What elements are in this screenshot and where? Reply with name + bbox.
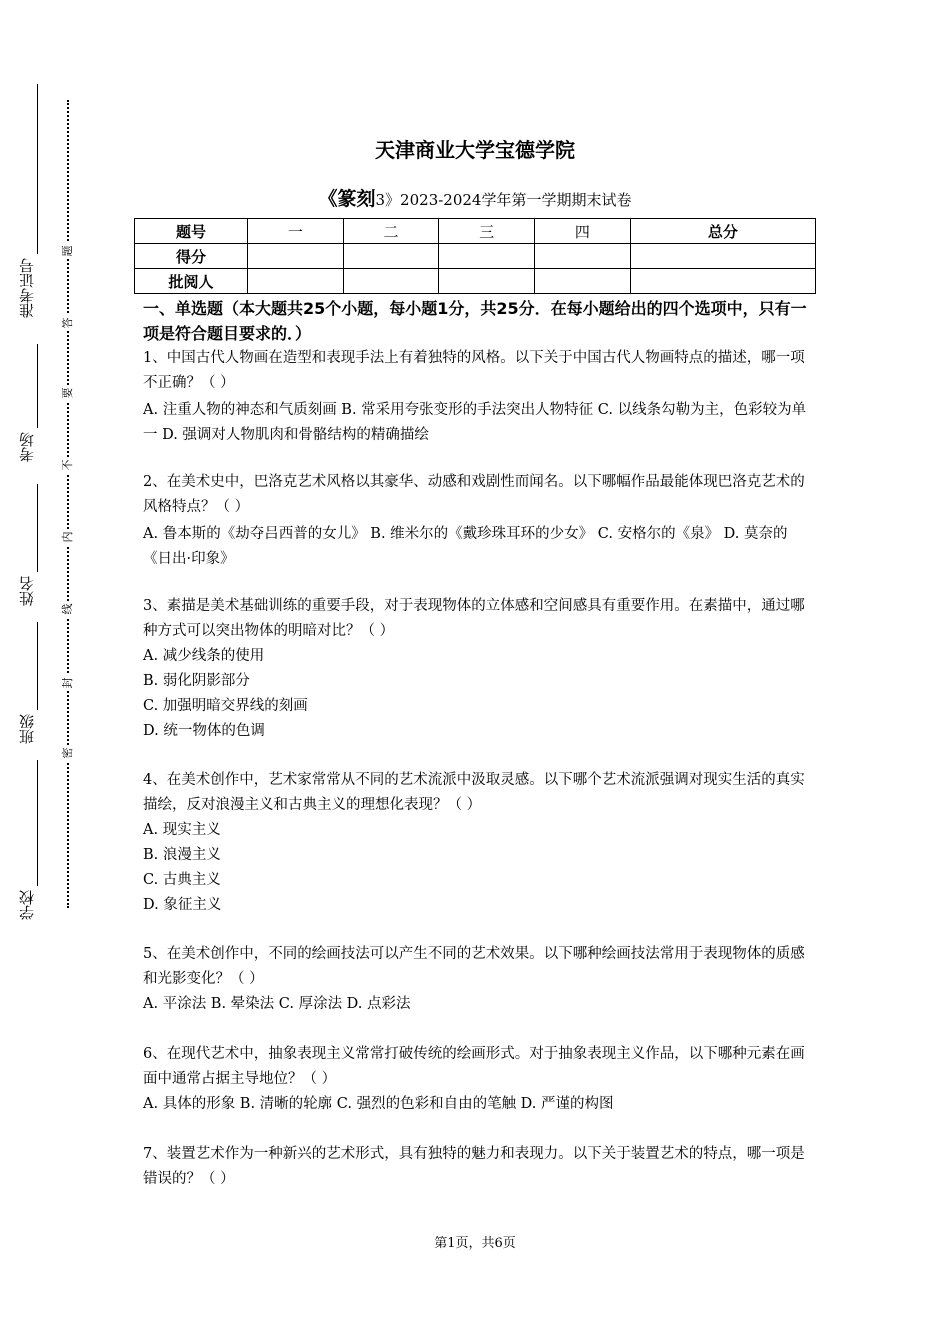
question-stem: 7、装置艺术作为一种新兴的艺术形式，具有独特的魅力和表现力。以下关于装置艺术的特点，哪一项是错误的？（ ） [143, 1146, 805, 1187]
seal-char: 题 [61, 243, 75, 259]
score-row-label: 得分 [135, 244, 248, 269]
question-stem: 2、在美术史中，巴洛克艺术风格以其豪华、动感和戏剧性而闻名。以下哪幅作品最能体现巴洛克艺术的风格特点？（ ） [143, 474, 805, 515]
section-title: 一、单选题（本大题共25个小题，每小题1分，共25分．在每小题给出的四个选项中，只有一项是符合题目要求的．） [143, 299, 807, 343]
question-4 [143, 768, 815, 918]
question-option: B. 浪漫主义 [143, 847, 221, 863]
score-header-cell: 总分 [630, 219, 815, 244]
question-7 [143, 1142, 815, 1192]
seal-char: 密 [61, 745, 75, 761]
school-title: 天津商业大学宝德学院 [375, 138, 575, 162]
score-header-cell: 三 [439, 219, 535, 244]
score-cell[interactable] [630, 244, 815, 269]
seal-char: 不 [61, 457, 75, 473]
seal-char: 线 [61, 601, 75, 617]
score-header-row [135, 219, 816, 244]
question-option: A. 鲁本斯的《劫夺吕西普的女儿》 B. 维米尔的《戴珍珠耳环的少女》 C. 安格尔的《泉》 D. 莫奈的《日出·印象》 [143, 526, 788, 567]
school-label: 学校 [18, 890, 36, 920]
question-option: D. 统一物体的色调 [143, 723, 265, 739]
score-cell[interactable] [439, 244, 535, 269]
score-header-cell: 四 [535, 219, 631, 244]
name-field[interactable] [37, 484, 38, 572]
grader-cell[interactable] [535, 269, 631, 294]
seal-char: 内 [61, 529, 75, 545]
question-option: A. 注重人物的神态和气质刻画 B. 常采用夸张变形的手法突出人物特征 C. 以线条勾勒为主，色彩较为单一 D. 强调对人物肌肉和骨骼结构的精确描绘 [143, 402, 807, 443]
score-header-cell: 题号 [135, 219, 248, 244]
question-option: D. 象征主义 [143, 897, 222, 913]
class-field[interactable] [37, 622, 38, 710]
exam-number-field[interactable] [37, 84, 38, 254]
question-1 [143, 346, 815, 448]
exam-number-label: 准考证号 [18, 258, 36, 318]
question-2 [143, 470, 815, 572]
question-stem: 5、在美术创作中，不同的绘画技法可以产生不同的艺术效果。以下哪种绘画技法常用于表现物体的质感和光影变化？（ ） [143, 946, 805, 987]
seal-dotted-line [67, 100, 69, 908]
question-stem: 3、素描是美术基础训练的重要手段，对于表现物体的立体感和空间感具有重要作用。在素描中，通过哪种方式可以突出物体的明暗对比？（ ） [143, 598, 805, 639]
question-option: C. 加强明暗交界线的刻画 [143, 698, 308, 714]
seal-char: 答 [61, 315, 75, 331]
score-table [134, 218, 816, 294]
exam-term: 3》2023-2024学年第一学期期末试卷 [375, 191, 632, 209]
question-option: A. 减少线条的使用 [143, 648, 265, 664]
grader-row [135, 269, 816, 294]
question-3 [143, 594, 815, 744]
question-5 [143, 942, 815, 1017]
seal-char: 封 [61, 675, 75, 691]
score-header-cell: 一 [248, 219, 344, 244]
question-stem: 4、在美术创作中，艺术家常常从不同的艺术流派中汲取灵感。以下哪个艺术流派强调对现实生活的真实描绘，反对浪漫主义和古典主义的理想化表现？（ ） [143, 772, 805, 813]
school-field[interactable] [37, 760, 38, 886]
grader-cell[interactable] [343, 269, 439, 294]
question-option: A. 平涂法 B. 晕染法 C. 厚涂法 D. 点彩法 [143, 996, 411, 1012]
seal-char: 要 [61, 385, 75, 401]
name-label: 姓名 [18, 576, 36, 606]
score-cell[interactable] [535, 244, 631, 269]
question-stem: 6、在现代艺术中，抽象表现主义常常打破传统的绘画形式。对于抽象表现主义作品，以下哪种元素在画面中通常占据主导地位？（ ） [143, 1046, 805, 1087]
course-name: 《篆刻 [318, 188, 376, 210]
question-stem: 1、中国古代人物画在造型和表现手法上有着独特的风格。以下关于中国古代人物画特点的描述，哪一项不正确？（ ） [143, 350, 805, 391]
score-row [135, 244, 816, 269]
grader-cell[interactable] [439, 269, 535, 294]
grader-cell[interactable] [630, 269, 815, 294]
class-label: 班级 [18, 714, 36, 744]
grader-row-label: 批阅人 [135, 269, 248, 294]
exam-room-label: 考场 [18, 432, 36, 462]
question-option: A. 具体的形象 B. 清晰的轮廓 C. 强烈的色彩和自由的笔触 D. 严谨的构图 [143, 1096, 614, 1112]
question-option: A. 现实主义 [143, 822, 221, 838]
score-header-cell: 二 [343, 219, 439, 244]
question-option: C. 古典主义 [143, 872, 221, 888]
score-cell[interactable] [248, 244, 344, 269]
exam-room-field[interactable] [37, 344, 38, 428]
question-option: B. 弱化阴影部分 [143, 673, 250, 689]
score-cell[interactable] [343, 244, 439, 269]
grader-cell[interactable] [248, 269, 344, 294]
page-footer: 第1页，共6页 [434, 1236, 516, 1251]
exam-subtitle [0, 184, 950, 211]
question-6 [143, 1042, 815, 1117]
